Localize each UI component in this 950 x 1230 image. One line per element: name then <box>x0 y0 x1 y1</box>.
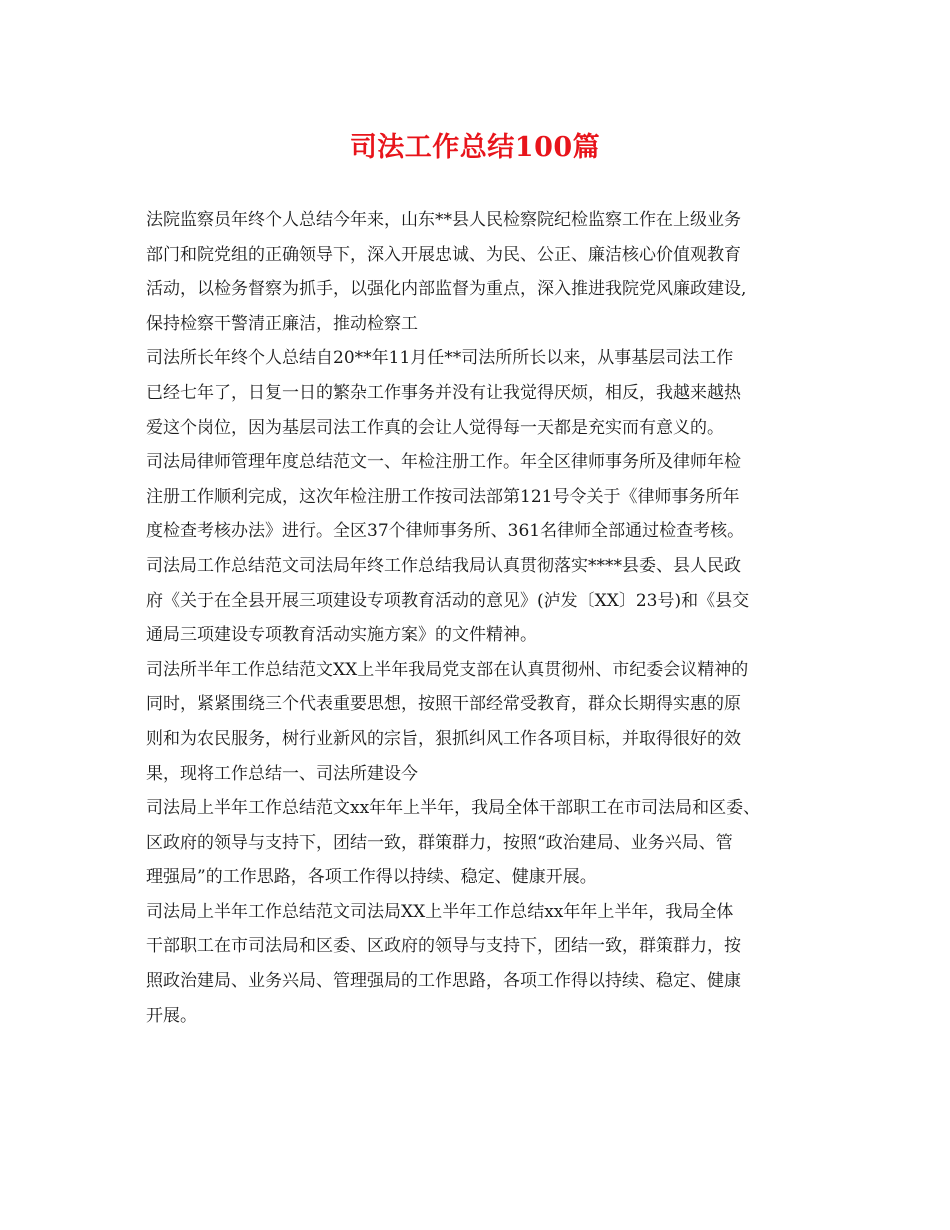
text-line: 干部职工在市司法局和区委、区政府的领导与支持下，团结一致，群策群力，按 <box>146 936 741 957</box>
text-line: 司法局工作总结范文司法局年终工作总结我局认真贯彻落实****县委、县人民政 <box>146 555 741 576</box>
text-line: 注册工作顺利完成，这次年检注册工作按司法部第121号令关于《律师事务所年 <box>146 486 740 507</box>
text-line: 府《关于在全县开展三项建设专项教育活动的意见》(泸发〔XX〕23号)和《县交 <box>146 590 750 611</box>
text-line: 司法局律师管理年度总结范文一、年检注册工作。年全区律师事务所及律师年检 <box>146 452 741 473</box>
document-body <box>146 203 836 1033</box>
text-line: 爱这个岗位，因为基层司法工作真的会让人觉得每一天都是充实而有意义的。 <box>146 417 724 438</box>
text-line: 司法所长年终个人总结自20**年11月任**司法所所长以来，从事基层司法工作 <box>146 348 734 369</box>
text-line: 部门和院党组的正确领导下，深入开展忠诚、为民、公正、廉洁核心价值观教育 <box>146 244 741 265</box>
text-line: 活动，以检务督察为抓手，以强化内部监督为重点，深入推进我院党风廉政建设, <box>146 279 747 300</box>
text-line: 果，现将工作总结一、司法所建设今 <box>146 763 418 784</box>
text-line: 度检查考核办法》进行。全区37个律师事务所、361名律师全部通过检查考核。 <box>146 521 745 542</box>
document-title: 司法工作总结100篇 <box>349 132 601 163</box>
text-line: 则和为农民服务，树行业新风的宗旨，狠抓纠风工作各项目标，并取得很好的效 <box>146 728 741 749</box>
text-line: 照政治建局、业务兴局、管理强局的工作思路，各项工作得以持续、稳定、健康 <box>146 971 741 992</box>
text-line: 保持检察干警清正廉洁，推动检察工 <box>146 313 418 334</box>
text-line: 已经七年了，日复一日的繁杂工作事务并没有让我觉得厌烦，相反，我越来越热 <box>146 382 741 403</box>
text-line: 同时，紧紧围绕三个代表重要思想，按照干部经常受教育，群众长期得实惠的原 <box>146 694 741 715</box>
text-line: 通局三项建设专项教育活动实施方案》的文件精神。 <box>146 625 537 646</box>
text-line: 开展。 <box>146 1005 197 1026</box>
text-line: 司法局上半年工作总结范文司法局XX上半年工作总结xx年年上半年，我局全体 <box>146 901 734 922</box>
text-line: 司法局上半年工作总结范文xx年年上半年，我局全体干部职工在市司法局和区委、 <box>146 798 761 819</box>
text-line: 理强局”的工作思路，各项工作得以持续、稳定、健康开展。 <box>146 867 597 888</box>
text-line: 区政府的领导与支持下，团结一致，群策群力，按照“政治建局、业务兴局、管 <box>146 832 733 853</box>
text-line: 法院监察员年终个人总结今年来，山东**县人民检察院纪检监察工作在上级业务 <box>146 210 741 230</box>
text-line: 司法所半年工作总结范文XX上半年我局党支部在认真贯彻州、市纪委会议精神的 <box>146 659 749 680</box>
